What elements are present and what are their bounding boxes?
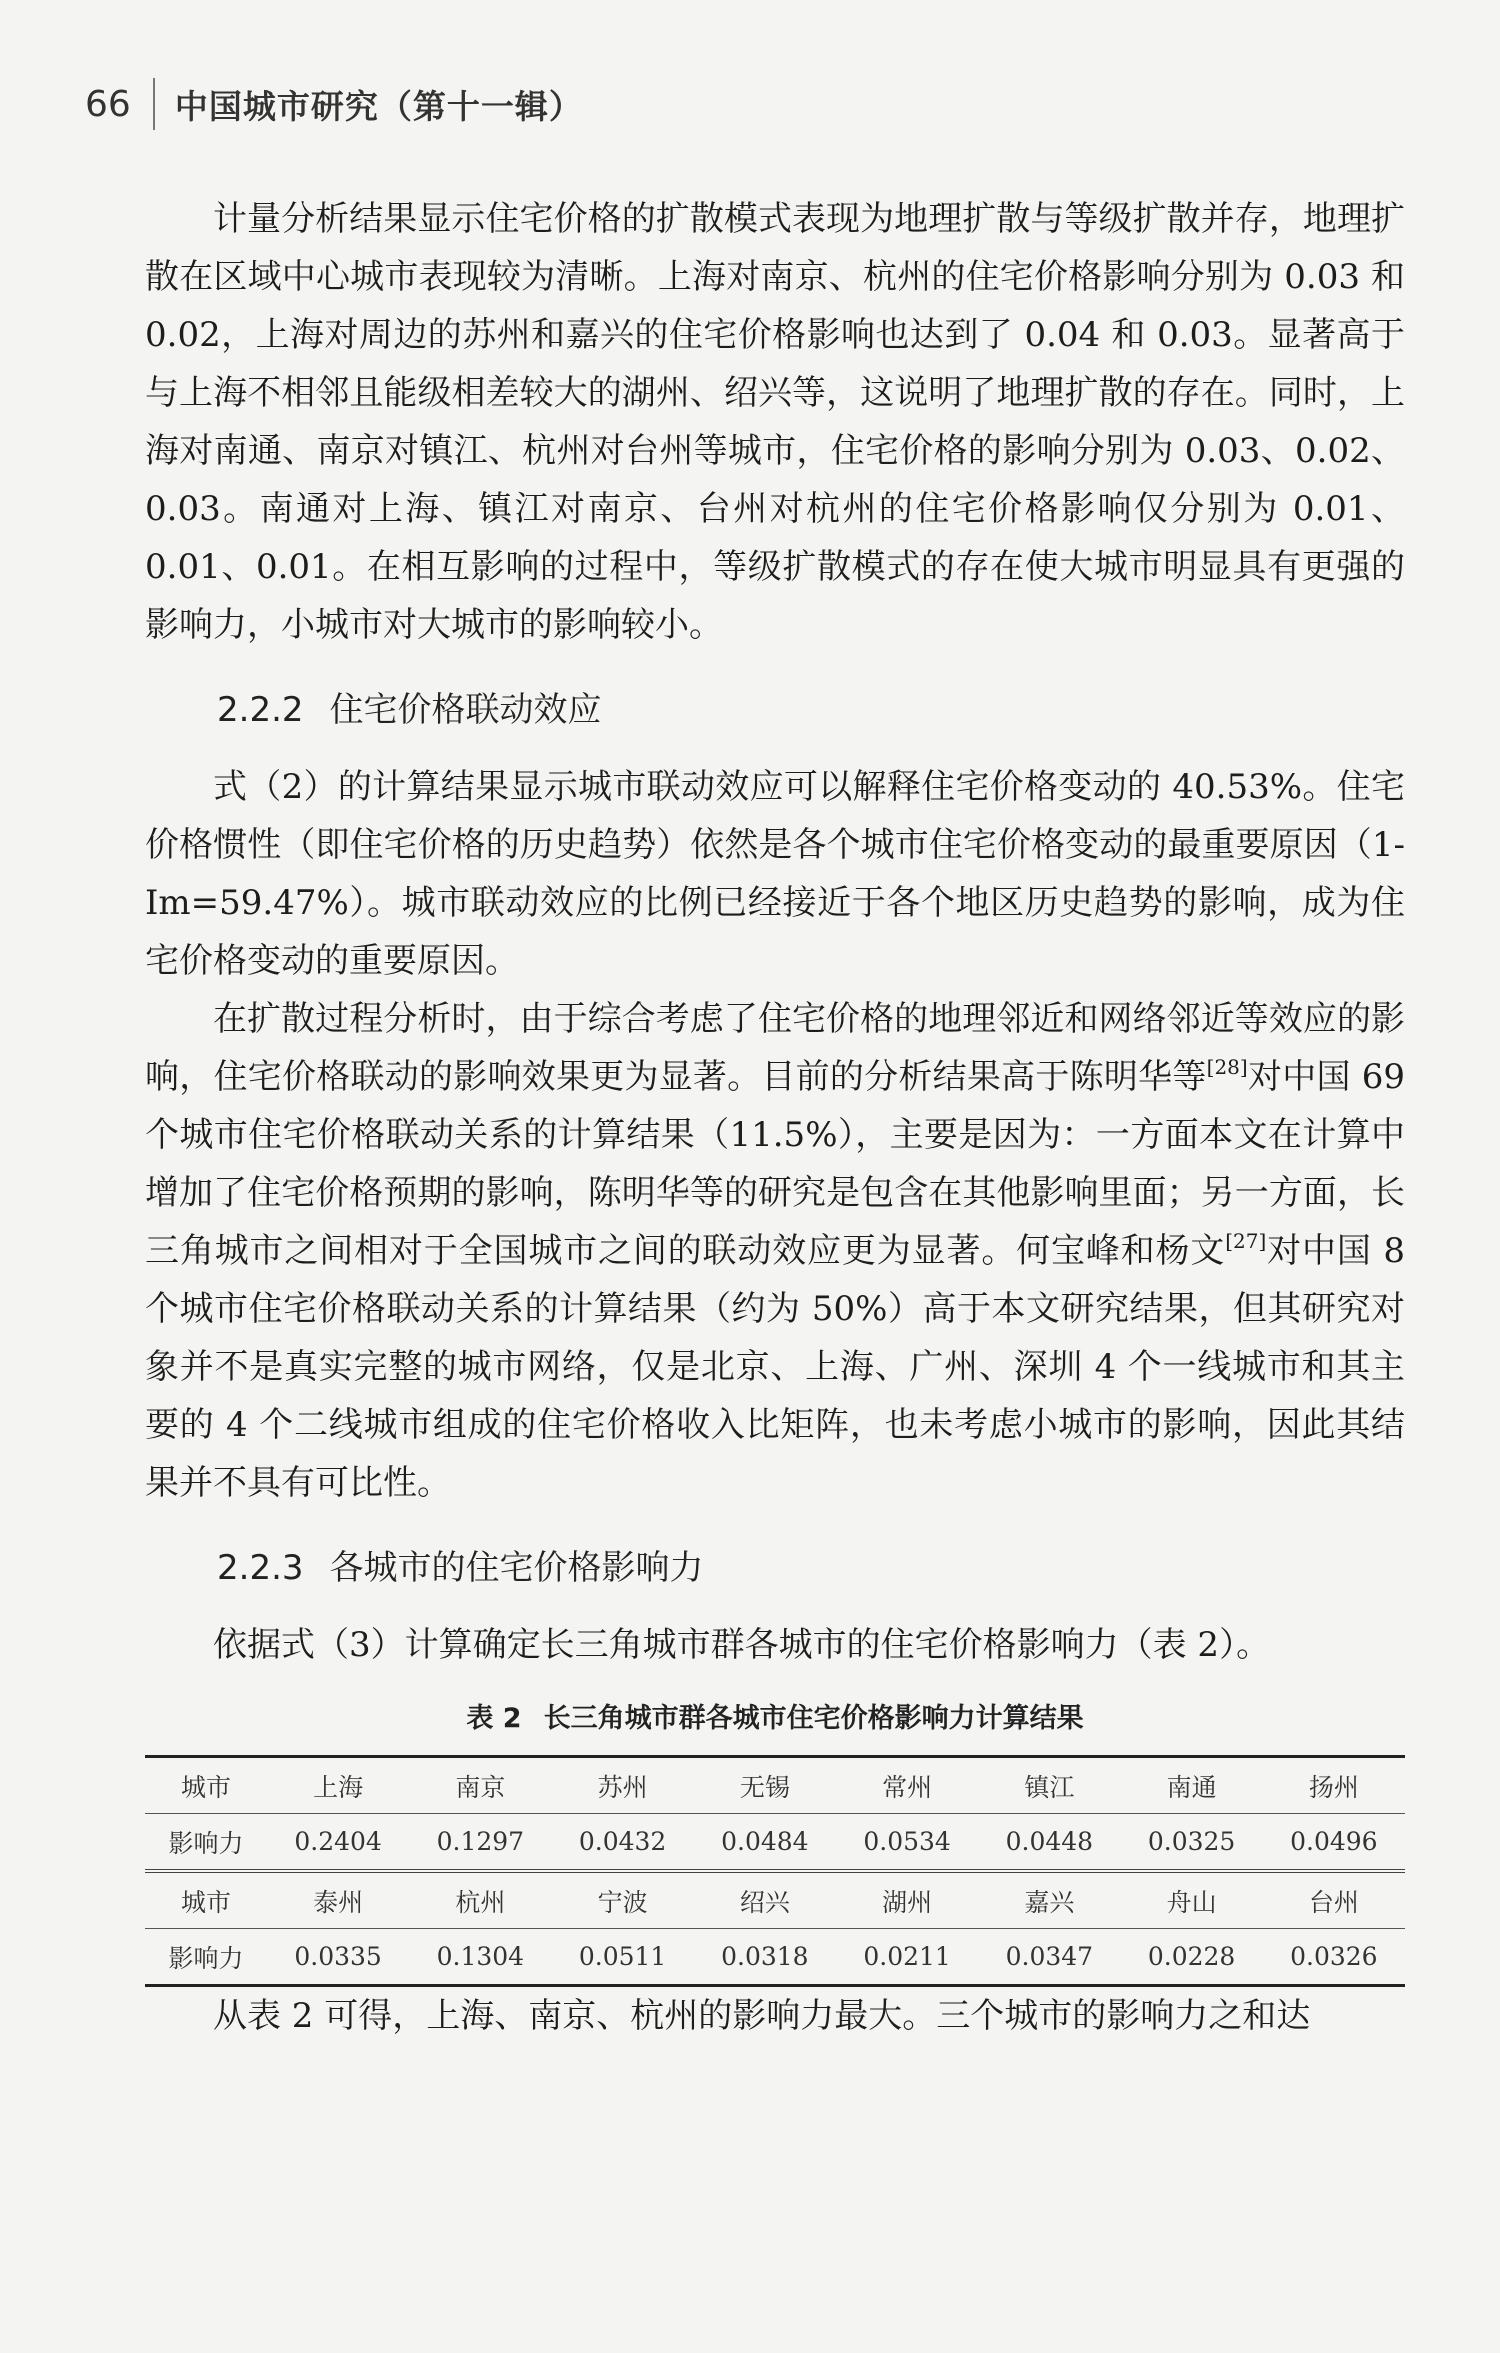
paragraph-table-conclusion: 从表 2 可得，上海、南京、杭州的影响力最大。三个城市的影响力之和达 (213, 1996, 1311, 2036)
table-row-cities (145, 1757, 1405, 1814)
table-cell-city: 镇江 (978, 1757, 1120, 1814)
row-header-city: 城市 (145, 1757, 267, 1814)
section-heading-2-2-3 (217, 1540, 1405, 1596)
paragraph-table-intro: 依据式（3）计算确定长三角城市群各城市的住宅价格影响力（表 2）。 (213, 1625, 1271, 1665)
table-row-influence (145, 1814, 1405, 1872)
table-cell-value: 0.0325 (1147, 1827, 1236, 1856)
row-header-influence: 影响力 (145, 1929, 267, 1986)
table-cell-city: 宁波 (551, 1871, 693, 1929)
section-title: 住宅价格联动效应 (329, 690, 602, 730)
table-cell-value: 0.0335 (267, 1929, 409, 1986)
table-cell-city: 南通 (1120, 1757, 1262, 1814)
table-caption-title: 长三角城市群各城市住宅价格影响力计算结果 (543, 1703, 1084, 1734)
table-cell-value: 0.0432 (578, 1827, 667, 1856)
table-cell-value: 0.0534 (863, 1827, 951, 1856)
page-body (145, 190, 1405, 2045)
table-cell-city: 湖州 (836, 1871, 978, 1929)
section-number: 2.2.3 (217, 1548, 304, 1588)
table-caption-label: 表 2 (466, 1703, 522, 1734)
row-header-influence: 影响力 (168, 1828, 244, 1858)
table-cell-value: 0.2404 (294, 1827, 382, 1856)
table-cell-value: 0.0228 (1120, 1929, 1262, 1986)
table-cell-value: 0.1297 (436, 1827, 525, 1856)
table-cell-city: 舟山 (1120, 1871, 1262, 1929)
table-cell-value: 0.0211 (836, 1929, 978, 1986)
table-cell-city: 嘉兴 (978, 1871, 1120, 1929)
table-cell-city: 南京 (409, 1757, 551, 1814)
table-cell-value: 0.0484 (721, 1827, 809, 1856)
table-row-influence (145, 1929, 1405, 1986)
table-cell-city: 扬州 (1263, 1757, 1405, 1814)
table-cell-value: 0.0318 (694, 1929, 836, 1986)
text-segment: 对中国 69 个城市住宅价格联动关系的计算结果（11.5%），主要是因为：一方面本文在计算中增加了住宅价格预期的影响，陈明华等的研究是包含在其他影响里面；另一方面，长三角城市之间相对于全国城市之间的联动效应更为显著。何宝峰和杨文 (145, 1057, 1406, 1271)
table-cell-value: 0.0511 (551, 1929, 693, 1986)
citation-28: [28] (1206, 1055, 1248, 1079)
header-divider (153, 78, 155, 130)
table-cell-city: 绍兴 (694, 1871, 836, 1929)
page-number: 66 (85, 83, 131, 125)
paragraph-diffusion-analysis (145, 990, 1405, 1512)
table-cell-value: 0.0347 (978, 1929, 1120, 1986)
table-cell-value: 0.0496 (1290, 1827, 1378, 1856)
table-cell-city: 上海 (267, 1757, 409, 1814)
table-cell-value: 0.1304 (409, 1929, 551, 1986)
table-cell-city: 无锡 (694, 1757, 836, 1814)
table-cell-city: 苏州 (551, 1757, 693, 1814)
table-cell-value: 0.0326 (1263, 1929, 1405, 1986)
table-cell-city: 常州 (836, 1757, 978, 1814)
table-cell-value: 0.0448 (1005, 1827, 1094, 1856)
table-cell-city: 台州 (1263, 1871, 1405, 1929)
influence-table (145, 1755, 1405, 1987)
text-segment: 在扩散过程分析时，由于综合考虑了住宅价格的地理邻近和网络邻近等效应的影响，住宅价格联动的影响效果更为显著。目前的分析结果高于陈明华等 (145, 999, 1405, 1097)
table-row-cities (145, 1871, 1405, 1929)
paragraph-diffusion-results: 计量分析结果显示住宅价格的扩散模式表现为地理扩散与等级扩散并存，地理扩散在区域中心城市表现较为清晰。上海对南京、杭州的住宅价格影响分别为 0.03 和 0.02，上海对周边的苏州和嘉兴的住宅价格影响也达到了 0.04 和 0.03。显著高于与上海不相邻且能级相差较大的湖州、绍兴等，这说明了地理扩散的存在。同时，上海对南通、南京对镇江、杭州对台州等城市，住宅价格的影响分别为 0.03、0.02、0.03。南通对上海、镇江对南京、台州对杭州的住宅价格影响仅分别为 0.01、0.01、0.01。在相互影响的过程中，等级扩散模式的存在使大城市明显具有更强的影响力，小城市对大城市的影响较小。 (145, 199, 1405, 645)
table-caption (145, 1696, 1405, 1735)
page-header (85, 74, 583, 134)
table-cell-city: 杭州 (409, 1871, 551, 1929)
text-segment: 对中国 8 个城市住宅价格联动关系的计算结果（约为 50%）高于本文研究结果，但其研究对象并不是真实完整的城市网络，仅是北京、上海、广州、深圳 4 个一线城市和其主要的 4 个二线城市组成的住宅价格收入比矩阵，也未考虑小城市的影响，因此其结果并不具有可比性。 (145, 1231, 1405, 1503)
section-title: 各城市的住宅价格影响力 (329, 1548, 704, 1588)
section-number: 2.2.2 (217, 690, 304, 730)
journal-title: 中国城市研究（第十一辑） (174, 86, 583, 126)
section-heading-2-2-2 (217, 682, 1405, 738)
citation-27: [27] (1225, 1229, 1267, 1253)
table-cell-city: 泰州 (267, 1871, 409, 1929)
paragraph-linkage-effect: 式（2）的计算结果显示城市联动效应可以解释住宅价格变动的 40.53%。住宅价格惯性（即住宅价格的历史趋势）依然是各个城市住宅价格变动的最重要原因（1-Im=59.47%）。城市联动效应的比例已经接近于各个地区历史趋势的影响，成为住宅价格变动的重要原因。 (145, 767, 1405, 981)
row-header-city: 城市 (145, 1871, 267, 1929)
